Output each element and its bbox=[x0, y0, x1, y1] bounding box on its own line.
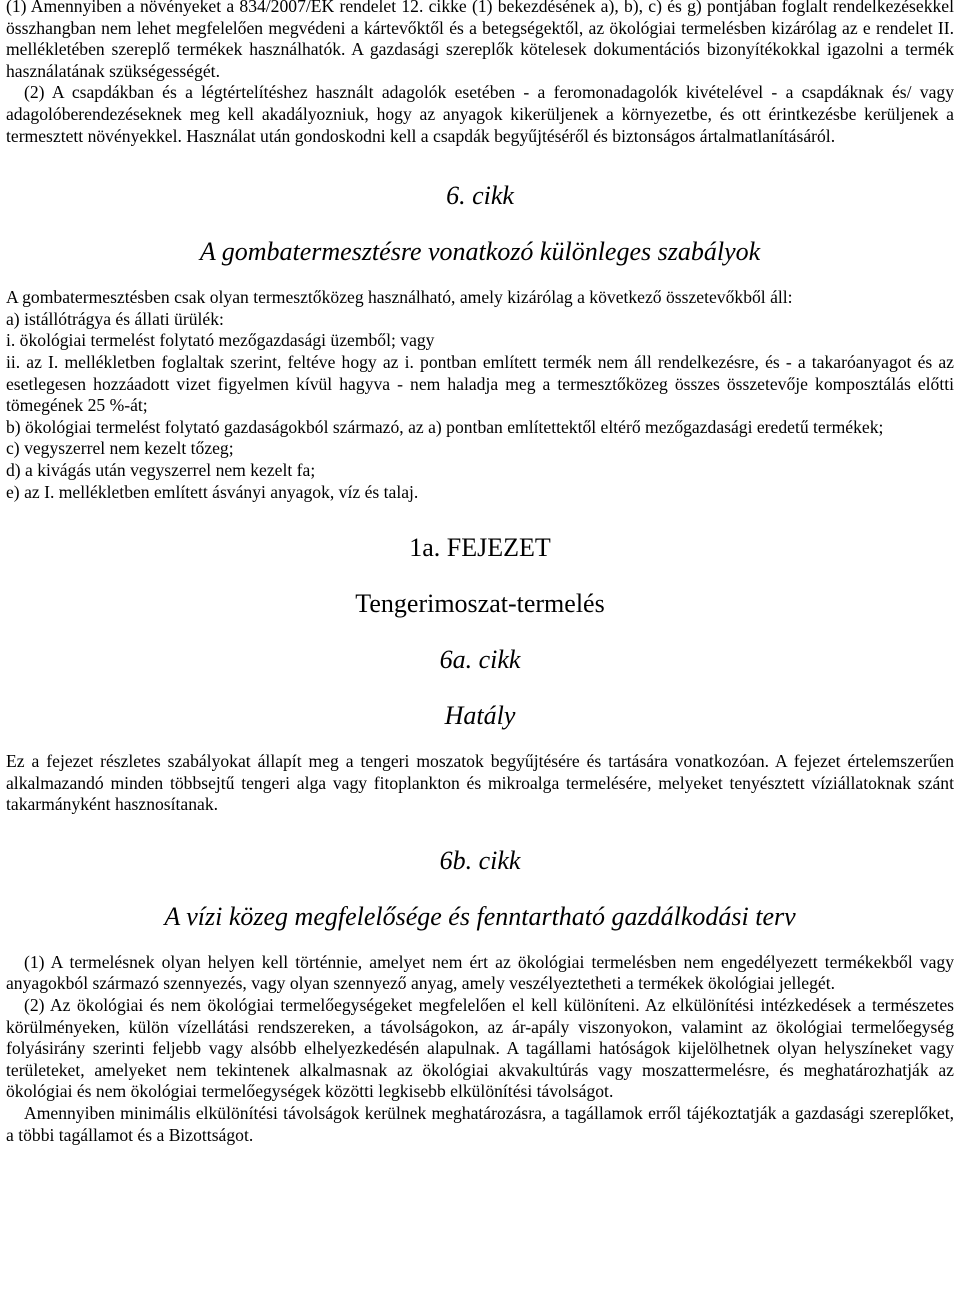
article-6-item-c: c) vegyszerrel nem kezelt tőzeg; bbox=[6, 438, 234, 459]
article-6b-heading: 6b. cikk bbox=[439, 845, 521, 875]
article-6b-paragraph-2: (2) Az ökológiai és nem ökológiai termelőegységeket megfelelően el kell különíteni. Az elkülönítési intézkedések a természetes körülményeken, külön vízellátási rendszereken, a távolságokon, az ár-apály viszonyokon, valamint az ökológiai termelőegység folyásirány szerinti feljebb vagy alsóbb elhelyezkedésén alapulnak. A tagállami hatóságok kijelölhetnek olyan helyszíneket vagy területeket, amelyeket nem tekintenek alkalmasnak az ökológiai akvakultúrás vagy moszattermelésre, és meghatározhatják az ökológiai és nem ökológiai termelőegységek közötti legkisebb elkülönítési távolságot. bbox=[6, 995, 954, 1102]
paragraph-intro-1: (1) Amennyiben a növényeket a 834/2007/EK rendelet 12. cikke (1) bekezdésének a), b), c) és g) pontjában foglalt rendelkezésekkel összhangban nem lehet megfelelően megvédeni a kártevőktől és a betegségektől, az ökológiai termelésben kizárólag az e rendelet II. mellékletében szereplő termékek használhatók. A gazdasági szereplők kötelesek dokumentációs bizonyítékokkal igazolni a termék használatának szükségességét. bbox=[6, 0, 954, 81]
article-6-heading: 6. cikk bbox=[446, 181, 514, 211]
article-6-title: A gombatermesztésre vonatkozó különleges szabályok bbox=[199, 237, 761, 267]
article-6-item-ii: ii. az I. mellékletben foglaltak szerint, feltéve hogy az i. pontban említett termék nem áll rendelkezésre, és - a takaróanyagot és az esetlegesen hozzáadott vizet figyelmen kívül hagyva - nem haladja meg a termesztőközeg összes összetevője komposztálás előtti tömegének 25 %-át; bbox=[6, 351, 954, 416]
paragraph-intro-2: (2) A csapdákban és a légtértelítéshez használt adagolók esetében - a feromonadagolók kivételével - a csapdáknak és/ vagy adagolóberendezéseknek meg kell akadályozniuk, hogy az anyagok kikerüljenek a környezetbe, és ott érintkezésbe kerüljenek a termesztett növényekkel. Használat után gondoskodni kell a csapdák begyűjtéséről és biztonságos ártalmatlanításáról. bbox=[6, 82, 954, 146]
article-6a-title: Hatály bbox=[444, 701, 516, 731]
article-6-lead: A gombatermesztésben csak olyan termesztőközeg használható, amely kizárólag a következő összetevőkből áll: bbox=[6, 287, 793, 308]
article-6-item-d: d) a kivágás után vegyszerrel nem kezelt fa; bbox=[6, 459, 316, 480]
article-6-item-e: e) az I. mellékletben említett ásványi anyagok, víz és talaj. bbox=[6, 481, 419, 502]
article-6-item-i: i. ökológiai termelést folytató mezőgazdasági üzemből; vagy bbox=[6, 330, 435, 351]
chapter-title: Tengerimoszat-termelés bbox=[355, 589, 605, 619]
article-6b-title: A vízi közeg megfelelősége és fenntartható gazdálkodási terv bbox=[164, 901, 796, 931]
article-6-item-b: b) ökológiai termelést folytató gazdaságokból származó, az a) pontban említettektől eltérő mezőgazdasági eredetű termékek; bbox=[6, 416, 884, 437]
chapter-heading: 1a. FEJEZET bbox=[409, 533, 551, 563]
article-6a-heading: 6a. cikk bbox=[439, 645, 521, 675]
document-page bbox=[6, 0, 954, 1146]
article-6b-paragraph-1: (1) A termelésnek olyan helyen kell történnie, amelyet nem ért az ökológiai termelésben nem engedélyezett termékekből vagy anyagokból származó szennyezés, vagy olyan szennyező anyag, amely veszélyeztetheti a termékek ökológiai jellegét. bbox=[6, 951, 954, 994]
article-6a-text: Ez a fejezet részletes szabályokat állapít meg a tengeri moszatok begyűjtésére és tartására vonatkozóan. A fejezet értelemszerűen alkalmazandó minden többsejtű tengeri alga vagy fitoplankton és mikroalga termelésére, melyeket tenyésztett víziállatoknak szánt takarmányként hasznosítanak. bbox=[6, 751, 954, 815]
article-6b-paragraph-3: Amennyiben minimális elkülönítési távolságok kerülnek meghatározásra, a tagállamok erről tájékoztatják a gazdasági szereplőket, a többi tagállamot és a Bizottságot. bbox=[6, 1103, 954, 1145]
article-6-item-a: a) istállótrágya és állati ürülék: bbox=[6, 308, 224, 329]
